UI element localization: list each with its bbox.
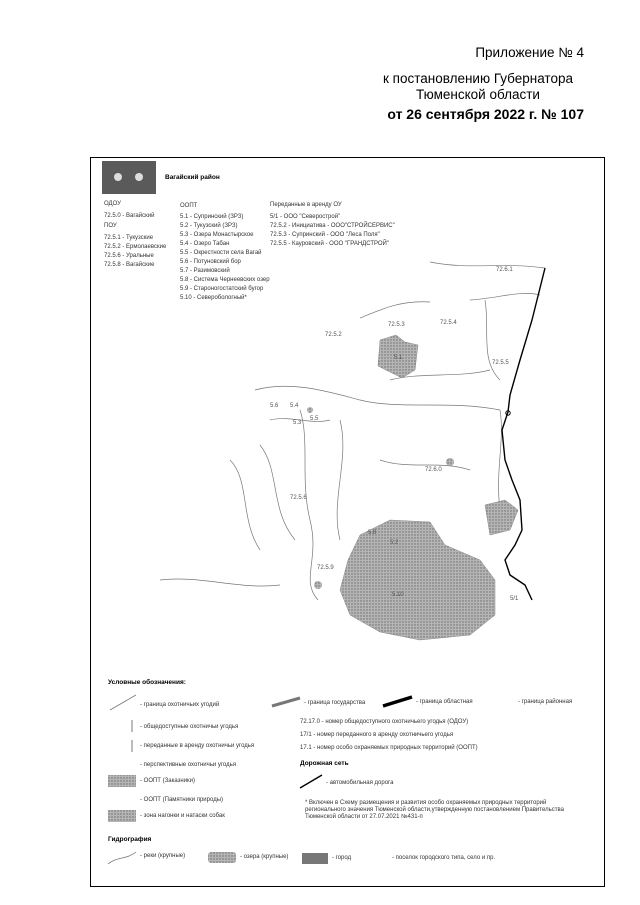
legend-road [300,775,322,788]
legend-state-border [272,698,300,706]
zone-label: 72.6.0 [425,467,442,473]
district-title: Вагайский район [165,174,220,181]
oopt-item: 5.5 - Окрестности села Вагай [180,250,262,256]
lease-item: 72.5.5 - Кауровский - ООО "ГРАНДСТРОЙ" [270,241,389,247]
zone-label: 5/1 [510,596,519,602]
legend-city [302,853,328,864]
zone-label: 5.4 [290,403,299,409]
decree-line: к постановлению Губернатора [383,71,573,86]
legend-text: - поселок городского типа, село и пр. [392,855,496,861]
zone-label: 72.5.6 [290,495,307,501]
legend-text: - граница областная [416,699,473,705]
legend-text: 72.17.0 - номер общедоступного охотничьего угодья (ОДОУ) [300,719,469,725]
legend-text: - ООПТ (Памятники природы) [140,797,224,803]
region-line: Тюменской области [416,87,540,102]
legend-text: - реки (крупные) [140,853,186,859]
legend-hydro-heading: Гидрография [108,836,152,843]
odou-heading: ОДОУ [104,201,121,207]
zone-label: 5.1 [394,355,403,361]
oopt-item: 5.1 - Супринский (ЗРЗ) [180,214,244,220]
pou-heading: ПОУ [104,223,117,229]
zone-label: 72.5.4 [440,320,457,326]
oopt-item: 5.3 - Озера Монастырское [180,232,254,238]
legend-footnote: * Включен в Схему размещения и развития особо охраняемых природных территорий регионального значения Тюменской области,утвержденную постановлением Правительства Тюменской области от 27.07.2021 №431-п [305,800,564,820]
legend-text: - ООПТ (Заказники) [140,778,196,784]
legend-text: 17.1 - номер особо охраняемых природных территорий (ООПТ) [300,745,478,751]
legend-hunting-border [110,695,136,710]
lease-item: 5/1 - ООО "Северострой" [270,214,341,220]
zone-label: 5.5 [310,416,319,422]
oopt-item: 5.4 - Озеро Табан [180,241,230,247]
pou-item: 72.5.6 - Уральные [104,253,154,259]
decree-date: от 26 сентября 2022 г. № 107 [387,106,584,122]
legend-text: - граница районная [518,699,573,705]
pou-item: 72.5.1 - Тукузские [104,235,154,241]
zone-label: 5.6 [270,403,279,409]
legend-text: - озера (крупные) [240,854,289,860]
lease-item: 72.5.2 - Инициатива - ООО"СТРОЙСЕРВИС" [270,223,395,229]
legend-lake [208,852,236,863]
legend-text: - автомобильная дорога [326,780,394,786]
pou-item: 72.5.8 - Вагайские [104,262,155,268]
legend-text: - граница государства [304,700,366,706]
zone-label: 5.2 [390,540,399,546]
oopt-item: 5.10 - Северобологный* [180,295,247,301]
oopt-item: 5.2 - Тукузский (ЗРЗ) [180,223,238,229]
legend-text: - переданные в аренду охотничьи угодья [140,743,255,749]
legend-reserve [108,775,136,787]
legend-text: - зона нагонки и натаски собак [140,813,225,819]
legend-region-border [383,697,412,706]
region-border [502,268,545,600]
legend-text: - общедоступные охотничьи угодья [140,724,239,730]
pou-item: 72.5.2 - Ермолаевские [104,244,167,250]
zone-label: 5.3 [293,420,302,426]
oopt-heading: ООПТ [180,203,198,209]
oopt-dog-zone [485,500,518,535]
oopt-5-10 [340,520,495,640]
zone-label: 72.5.3 [388,322,405,328]
legend-text: - граница охотничьих угодий [140,702,220,708]
zone-label: 72.6.1 [496,267,513,273]
zone-label: 72.5.2 [325,332,342,338]
lease-item: 72.5.3 - Супринский - ООО "Леса Поля" [270,232,380,238]
zone-borders [160,262,545,600]
oopt-item: 5.8 - Система Чернеевских озер [180,277,270,283]
legend-text: - перспективные охотничьи угодья [140,762,237,768]
legend-dog-zone [108,810,136,822]
legend-road-heading: Дорожная сеть [300,760,349,767]
odou-item: 72.5.0 - Вагайский [104,213,155,219]
lease-heading: Переданные в аренду ОУ [270,202,342,208]
zone-label: 5.10 [392,592,404,598]
oopt-item: 5.6 - Потуновский бор [180,259,241,265]
legend-title: Условные обозначения: [108,679,186,686]
legend-text: - город [332,855,352,861]
legend-river [108,852,136,864]
legend-text: 17/1 - номер переданного в аренду охотничьего угодья [300,732,454,738]
oopt-item: 5.9 - Староногостатский бугор [180,286,264,292]
oopt-item: 5.7 - Разимовский [180,268,230,274]
zone-label: 5.8 [368,530,377,536]
district-logo [102,161,156,194]
zone-label: 72.5.9 [317,565,334,571]
zone-label: 72.5.5 [492,360,509,366]
appendix-number: Приложение № 4 [475,45,584,60]
